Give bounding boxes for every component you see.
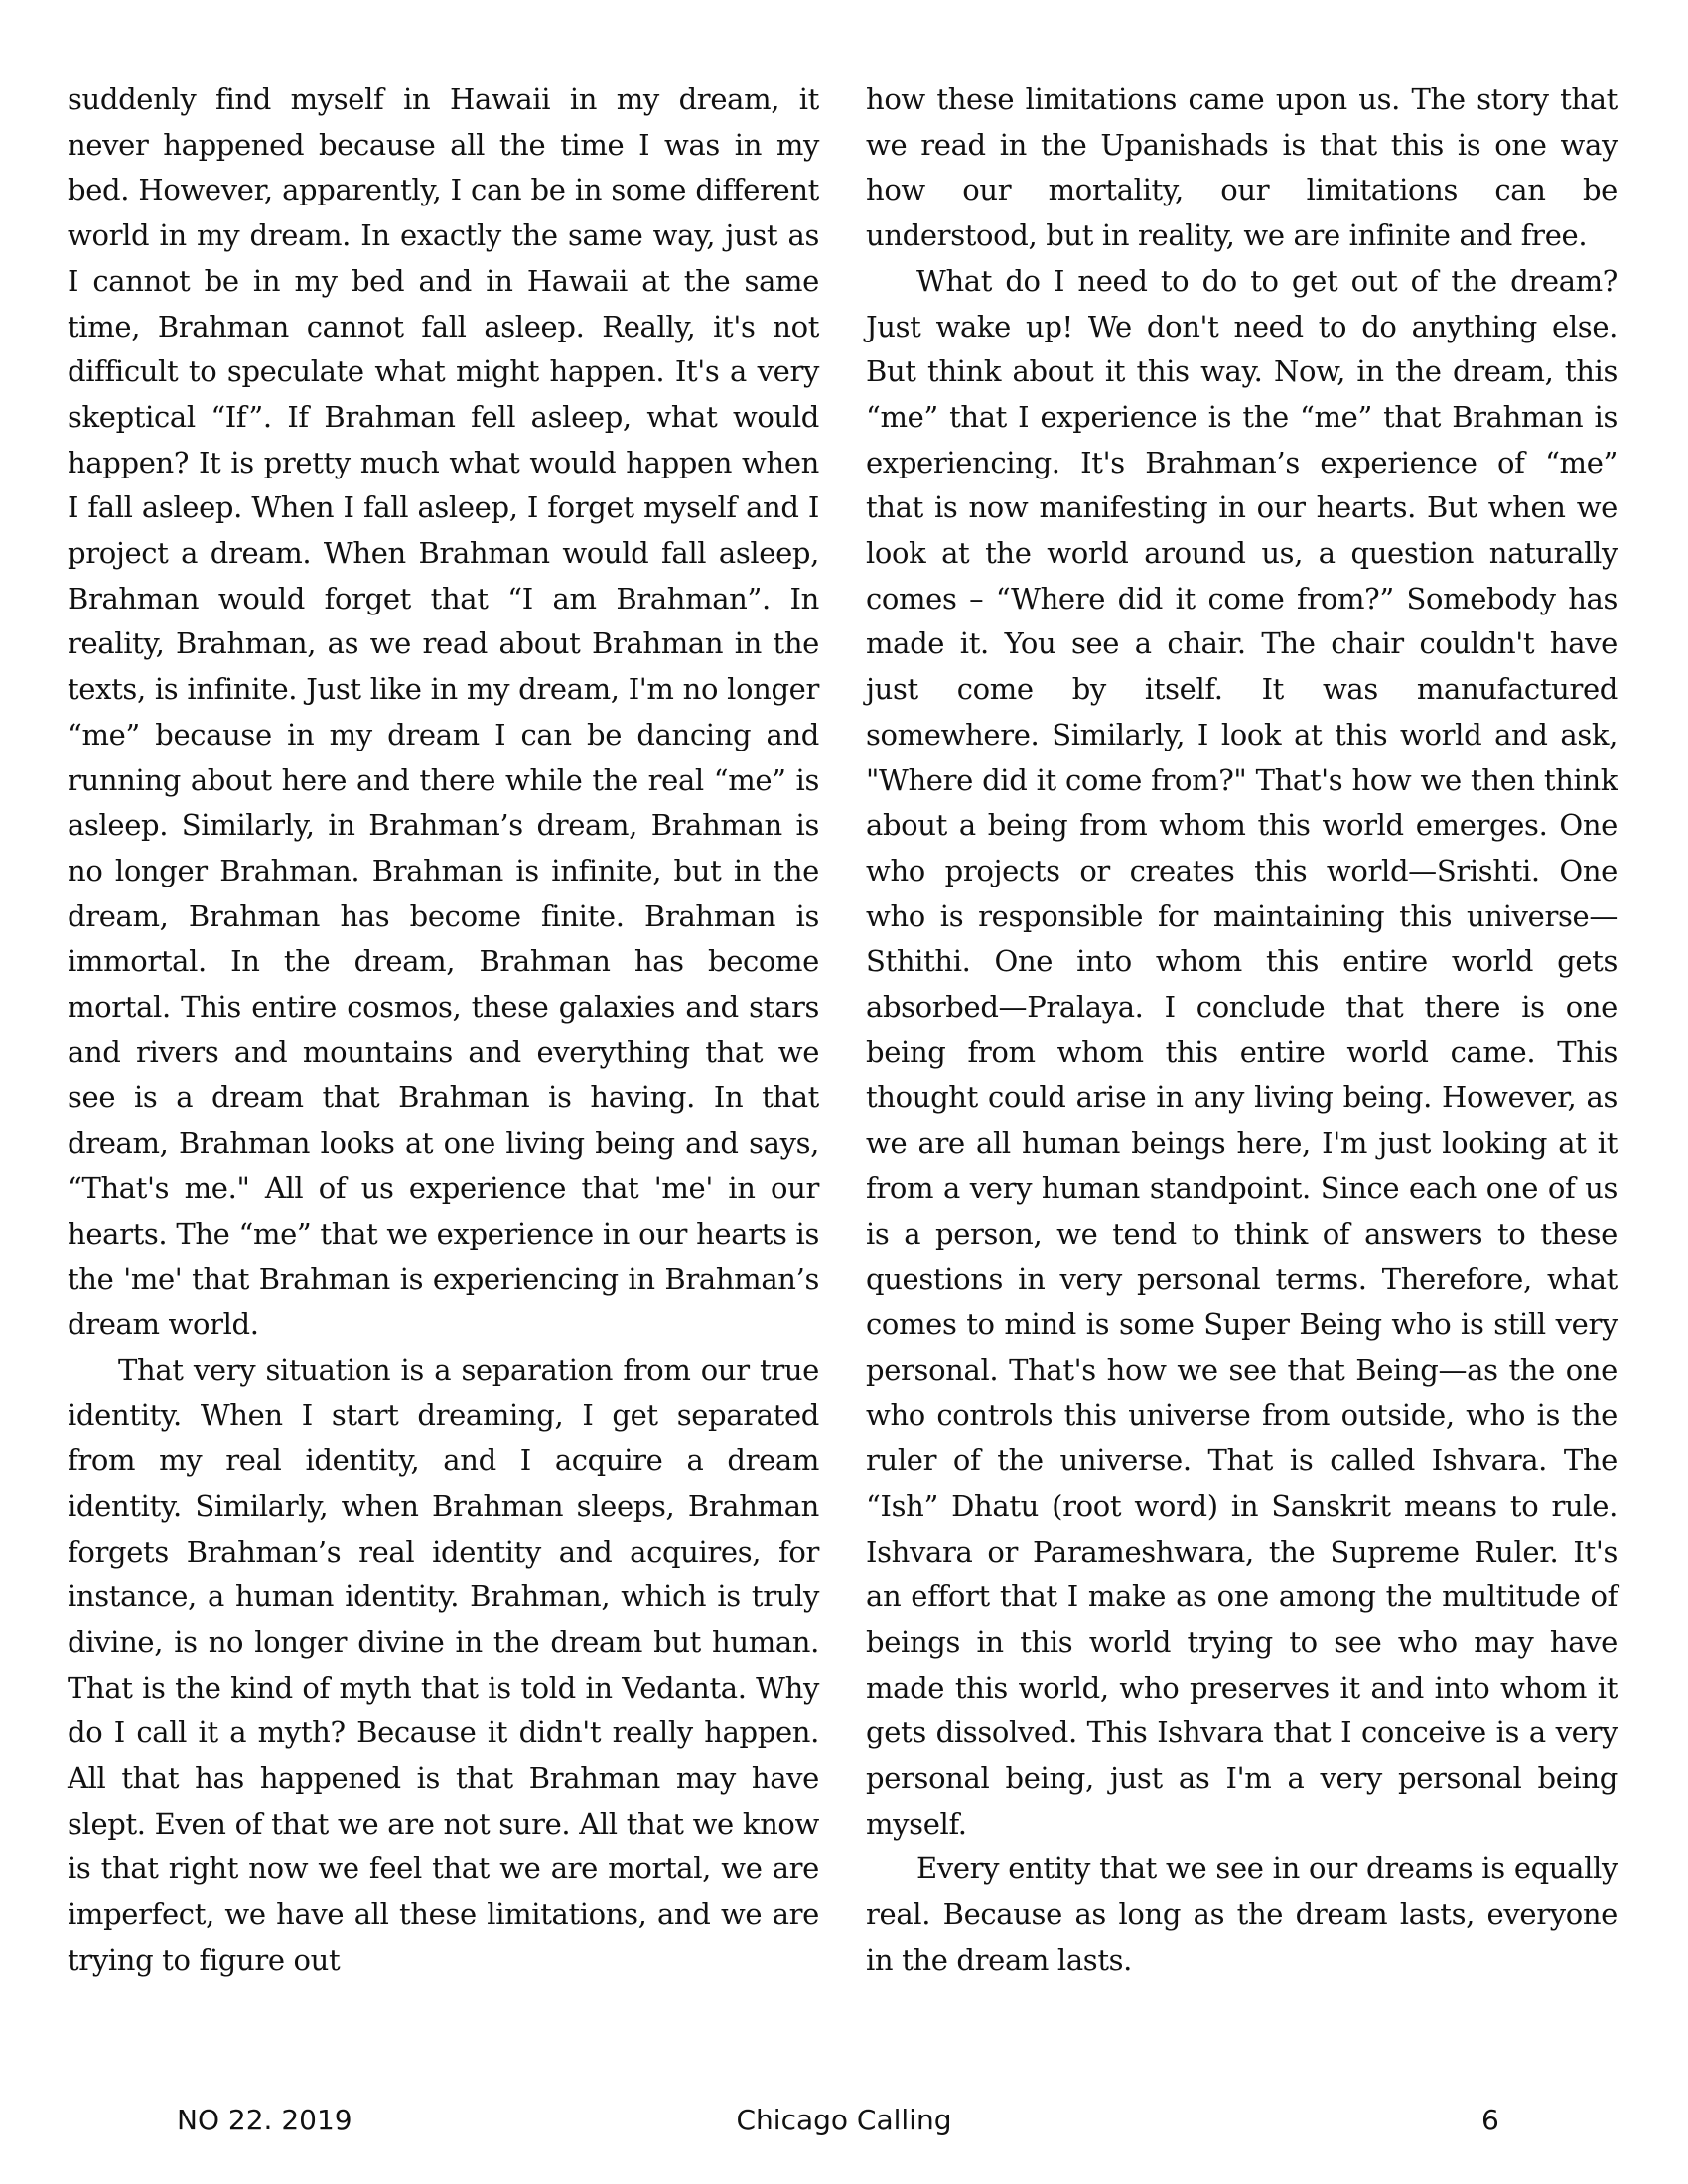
footer-issue: NO 22. 2019 [177, 2104, 352, 2136]
paragraph-continued: suddenly find myself in Hawaii in my dream, it never happened because all the time I was in my bed. However, apparently, I can be in some different world in my dream. In exactly the same way, just as I cannot be in my bed and in Hawaii at the same time, Brahman cannot fall asleep. Really, it's not difficult to speculate what might happen. It's a very skeptical “If”. If Brahman fell asleep, what would happen? It is pretty much what would happen when I fall asleep. When I fall asleep, I forget myself and I project a dream. When Brahman would fall asleep, Brahman would forget that “I am Brahman”. In reality, Brahman, as we read about Brahman in the texts, is infinite. Just like in my dream, I'm no longer “me” because in my dream I can be dancing and running about here and there while the real “me” is asleep. Similarly, in Brahman’s dream, Brahman is no longer Brahman. Brahman is infinite, but in the dream, Brahman has become finite. Brahman is immortal. In the dream, Brahman has become mortal. This entire cosmos, these galaxies and stars and rivers and mountains and everything that we see is a dream that Brahman is having. In that dream, Brahman looks at one living being and says, “That's me." All of us experience that 'me' in our hearts. The “me” that we experience in our hearts is the 'me' that Brahman is experiencing in Brahman’s dream world. [68, 82, 819, 1341]
paragraph: That very situation is a separation from our true identity. When I start dreaming, I get separated from my real identity, and I acquire a dream identity. Similarly, when Brahman sleeps, Brahman forgets Brahman’s real identity and acquires, for instance, a human identity. Brahman, which is truly divine, is no longer divine in the dream but human. That is the kind of myth that is told in Vedanta. Why do I call it a myth? Because it didn't really happen. All that has happened is that Brahman may have slept. Even of that we are not sure. All that we know is that right now we feel that we are mortal, we are imperfect, we have all these limitations, and we are trying to figure out [68, 1352, 819, 1977]
paragraph: Every entity that we see in our dreams is equally real. Because as long as the dream lasts, everyone in the dream lasts. [866, 1851, 1618, 1977]
footer-page-number: 6 [1481, 2104, 1499, 2136]
footer-publication-title: Chicago Calling [736, 2104, 952, 2136]
paragraph: What do I need to do to get out of the dream? Just wake up! We don't need to do anything else. But think about it this way. Now, in the dream, this “me” that I experience is the “me” that Brahman is experiencing. It's Brahman’s experience of “me” that is now manifesting in our hearts. But when we look at the world around us, a question naturally comes – “Where did it come from?” Somebody has made it. You see a chair. The chair couldn't have just come by itself. It was manufactured somewhere. Similarly, I look at this world and ask, "Where did it come from?" That's how we then think about a being from whom this world emerges. One who projects or creates this world—Srishti. One who is responsible for maintaining this universe—Sthithi. One into whom this entire world gets absorbed—Pralaya. I conclude that there is one being from whom this entire world came. This thought could arise in any living being. However, as we are all human beings here, I'm just looking at it from a very human standpoint. Since each one of us is a person, we tend to think of answers to these questions in very personal terms. Therefore, what comes to mind is some Super Being who is still very personal. That's how we see that Being—as the one who controls this universe from outside, who is the ruler of the universe. That is called Ishvara. The “Ish” Dhatu (root word) in Sanskrit means to rule. Ishvara or Parameshwara, the Supreme Ruler. It's an effort that I make as one among the multitude of beings in this world trying to see who may have made this world, who preserves it and into whom it gets dissolved. This Ishvara that I conceive is a very personal being, just as I'm a very personal being myself. [866, 263, 1618, 1841]
right-text-column [866, 77, 1618, 1983]
paragraph-continued: how these limitations came upon us. The story that we read in the Upanishads is that this is one way how our mortality, our limitations can be understood, but in reality, we are infinite and free. [866, 82, 1618, 253]
left-text-column [68, 77, 819, 1983]
